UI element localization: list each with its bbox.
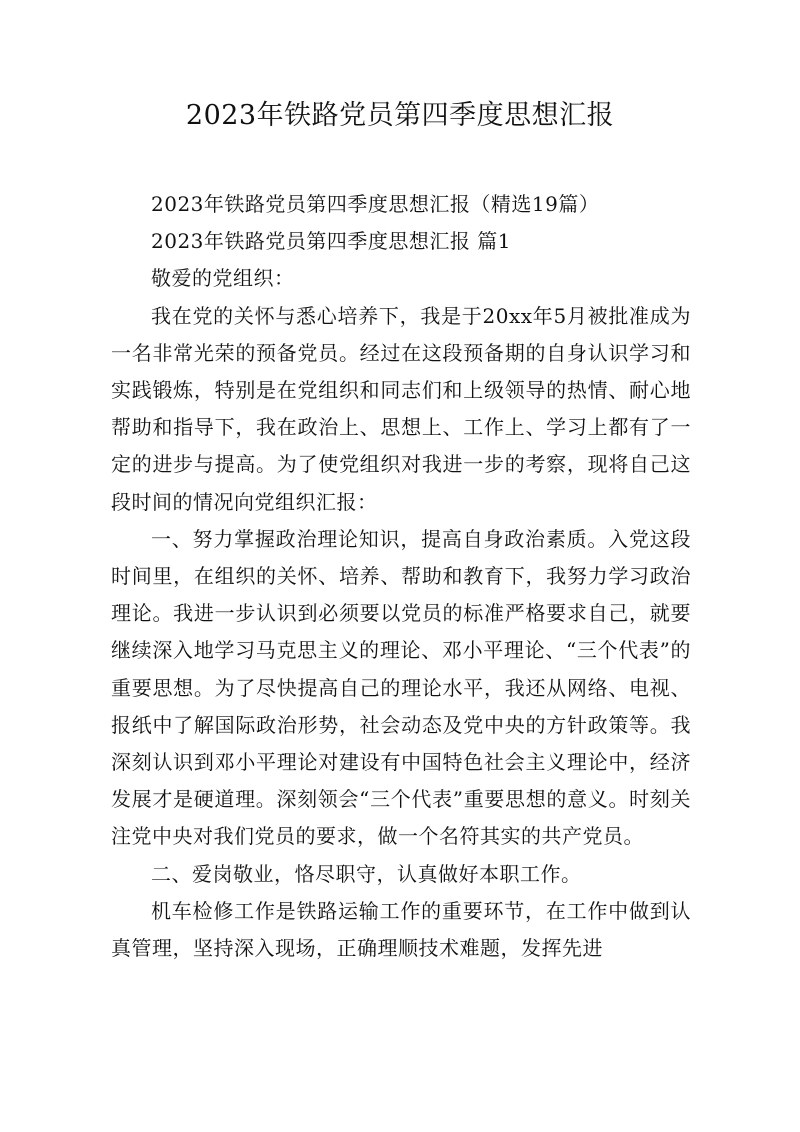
work-paragraph: 机车检修工作是铁路运输工作的重要环节，在工作中做到认真管理，坚持深入现场，正确理顺技术难题，发挥先进 xyxy=(111,898,691,961)
salutation: 敬爱的党组织： xyxy=(151,266,295,291)
intro-paragraph: 我在党的关怀与悉心培养下，我是于20xx年5月被批准成为一名非常光荣的预备党员。经过在这段预备期的自身认识学习和实践锻炼，特别是在党组织和同志们和上级领导的热情、耐心地帮助和指导下，我在政治上、思想上、工作上、学习上都有了一定的进步与提高。为了使党组织对我进一步的考察，现将自己这段时间的情况向党组织汇报： xyxy=(111,303,691,514)
point-one-paragraph: 一、努力掌握政治理论知识，提高自身政治素质。入党这段时间里，在组织的关怀、培养、帮助和教育下，我努力学习政治理论。我进一步认识到必须要以党员的标准严格要求自己，就要继续深入地学习马克思主义的理论、邓小平理论、“三个代表”的重要思想。为了尽快提高自己的理论水平，我还从网络、电视、报纸中了解国际政治形势，社会动态及党中央的方针政策等。我深刻认识到邓小平理论对建设有中国特色社会主义理论中，经济发展才是硬道理。深刻领会“三个代表”重要思想的意义。时刻关注党中央对我们党员的要求，做一个名符其实的共产党员。 xyxy=(111,526,691,849)
subtitle-paragraph: 2023年铁路党员第四季度思想汇报（精选19篇） xyxy=(151,192,600,216)
section-heading: 2023年铁路党员第四季度思想汇报 篇1 xyxy=(151,229,511,254)
point-two-heading: 二、爱岗敬业，恪尽职守，认真做好本职工作。 xyxy=(151,861,582,886)
document-body xyxy=(111,186,691,967)
document-title: 2023年铁路党员第四季度思想汇报 xyxy=(185,100,615,131)
